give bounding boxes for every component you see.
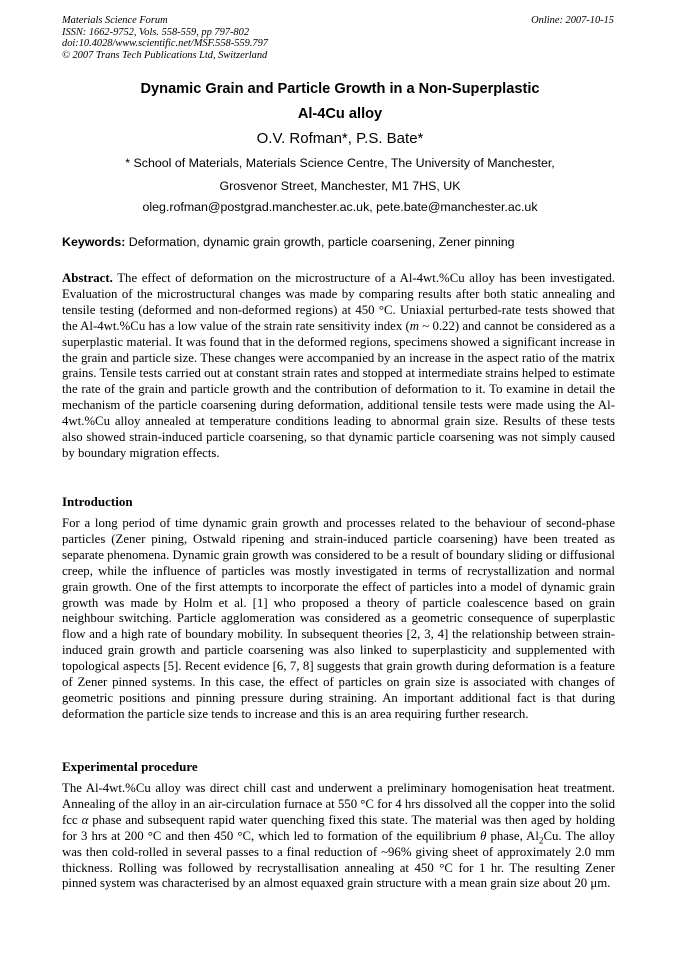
exp-text-a: The Al-4wt.%Cu alloy was direct chill cast and underwent a preliminary homogenisation heat treatment. Annealing of the alloy in an air-circulation furnace at 550 °C for 4 hrs dissolved all the copper into the solid fcc: [62, 781, 615, 827]
keywords: [62, 235, 622, 249]
keywords-label: Keywords:: [62, 235, 126, 249]
author-emails[interactable]: oleg.rofman@postgrad.manchester.ac.uk, pete.bate@manchester.ac.uk: [142, 200, 538, 214]
exp-text-b: phase and subsequent rapid water quenching fixed this state. The material was then aged by holding for 3 hrs at 200 °C and then 450 °C, which led to formation of the equilibrium: [62, 812, 615, 843]
paper-title-line1: Dynamic Grain and Particle Growth in a Non-Superplastic: [140, 81, 540, 97]
exp-text-c: phase, Al: [486, 828, 539, 843]
abstract-m-symbol: m: [409, 318, 420, 333]
journal-header: [62, 15, 618, 61]
abstract-text-b: ~ 0.22) and cannot be considered as a superplastic material. It was found that in the deformed regions, specimens showed a significant increase in the grain and particle size. These changes were accompanied by an increase in the aspect ratio of the matrix grains. Tensile tests carried out at constant strain rates and stopped at intermediate strains helped to estimate the rate of the grain and particle growth and the contribution of deformation to it. To examine in detail the mechanism of the particle coarsening during deformation, additional tensile tests were made using the Al-4wt.%Cu alloy annealed at temperature conditions leading to abnormal grain size. Results of these tests also showed strain-induced particle coarsening, so that dynamic particle coarsening was not simply caused by boundary migration effects.: [62, 318, 616, 460]
journal-name: Materials Science Forum: [62, 15, 168, 26]
abstract-label: Abstract.: [62, 271, 113, 285]
affiliation-line2: Grosvenor Street, Manchester, M1 7HS, UK: [219, 179, 461, 193]
abstract-paragraph: [62, 271, 615, 462]
abstract-text-a: The effect of deformation on the microstructure of a Al-4wt.%Cu alloy has been investigated. Evaluation of the microstructural changes was made by comparing results after both static annealing and tensile testing (deformed and non-deformed regions) at 450 °C. Uniaxial perturbed-rate tests showed that the Al-4wt.%Cu has a low value of the strain rate sensitivity index (: [62, 271, 615, 333]
subscript-2: 2: [538, 835, 544, 846]
alpha-symbol: α: [81, 812, 89, 827]
experimental-paragraph: [62, 781, 615, 892]
keywords-text: Deformation, dynamic grain growth, particle coarsening, Zener pinning: [125, 235, 515, 249]
affiliation-line1: * School of Materials, Materials Science Centre, The University of Manchester,: [125, 156, 555, 170]
introduction-heading: Introduction: [62, 494, 133, 509]
experimental-heading: Experimental procedure: [62, 759, 198, 774]
copyright-line: © 2007 Trans Tech Publications Ltd, Switzerland: [62, 49, 268, 61]
doi-line[interactable]: doi:10.4028/www.scientific.net/MSF.558-559.797: [62, 38, 268, 50]
online-date: Online: 2007-10-15: [531, 15, 614, 26]
theta-symbol: θ: [480, 828, 487, 843]
exp-text-d: Cu. The alloy was then cold-rolled in several passes to a final reduction of ~96% giving sheet of approximately 2.0 mm thickness. Rolling was followed by recrystallisation annealing at 450 °C for 1 hr. The resulting Zener pinned system was characterised by an almost equaxed grain structure with a mean grain size about 20 μm.: [62, 828, 615, 891]
paper-title-line2: Al-4Cu alloy: [297, 106, 383, 122]
issn-line: ISSN: 1662-9752, Vols. 558-559, pp 797-802: [62, 26, 250, 38]
introduction-paragraph: For a long period of time dynamic grain growth and processes related to the behaviour of second-phase particles (Zener pining, Ostwald ripening and strain-induced particle coarsening) have been treated as separate phenomena. Dynamic grain growth was considered to be a result of boundary sliding or diffusional creep, while the influence of particles was mostly investigated in terms of recrystallization and normal grain growth. One of the first attempts to incorporate the effect of particles into a model of dynamic grain growth was made by Holm et al. [1] who proposed a theory of particle coalescence based on grain neighbour switching. Particle agglomeration was considered as a geometric consequence of superplastic flow and a high rate of boundary mobility. In subsequent theories [2, 3, 4] the relationship between strain-induced grain growth and particle coarsening was also linked to superplasticity and supplemented with topological aspects [5]. Recent evidence [6, 7, 8] suggests that grain growth during deformation is a feature of Zener pinned systems. In this case, the effect of particles on grain size is associated with changes of geometric positions and pinning pressure during straining. An important additional fact is that during deformation the particle size tends to increase and this is an area requiring further research.: [62, 516, 615, 721]
authors: O.V. Rofman*, P.S. Bate*: [256, 130, 424, 147]
